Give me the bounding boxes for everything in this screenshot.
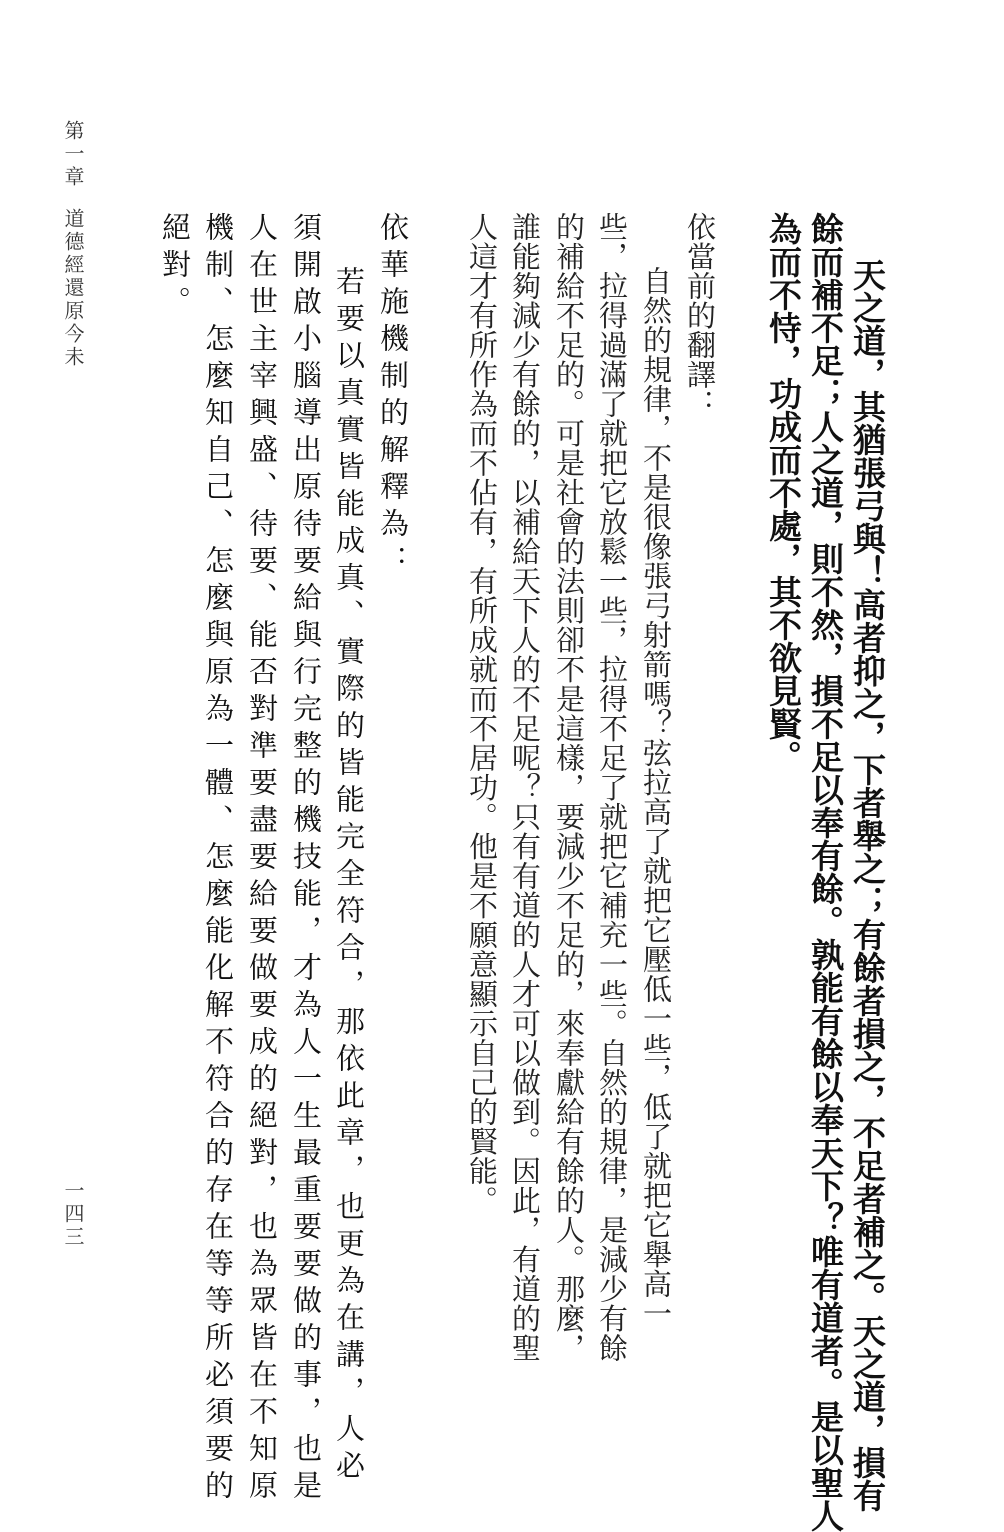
interpretation-line-4: 機制、怎麼知自己、怎麼與原為一體、怎麼能化解不符合的存在等等所必須要的 — [201, 212, 235, 1507]
interpretation-line-3: 人在世主宰興盛、待要、能否對準要盡要給要做要成的絕對，也為眾皆在不知原 — [245, 212, 279, 1507]
interpretation-heading: 依華施機制的解釋為： — [376, 212, 410, 582]
classic-text-line-3: 為而不恃，功成而不處，其不欲見賢。 — [764, 212, 803, 773]
page-number: 一四三 — [61, 1180, 85, 1249]
running-header-chapter: 第一章 — [61, 120, 85, 189]
translation-line-3: 的補給不足的。可是社會的法則卻不是這樣，要減少不足的，來奉獻給有餘的人。那麼， — [552, 212, 586, 1363]
translation-line-5: 人這才有所作為而不佔有，有所成就而不居功。他是不願意顯示自己的賢能。 — [465, 212, 499, 1215]
translation-line-1: 自然的規律，不是很像張弓射箭嗎？弦拉高了就把它壓低一些，低了就把它舉高一 — [639, 266, 673, 1328]
interpretation-line-5: 絕對。 — [158, 212, 192, 323]
classic-text-line-1: 天之道，其猶張弓與！高者抑之，下者舉之；有餘者損之，不足者補之。天之道，損有 — [848, 258, 887, 1512]
translation-line-2: 些，拉得過滿了就把它放鬆一些，拉得不足了就把它補充一些。自然的規律，是減少有餘 — [595, 212, 629, 1363]
interpretation-line-1: 若要以真實皆能成真、實際的皆能完全符合，那依此章，也更為在講，人必 — [332, 266, 366, 1487]
classic-text-line-2: 餘而補不足；人之道，則不然，損不足以奉有餘。孰能有餘以奉天下？唯有道者。是以聖人 — [806, 212, 845, 1532]
interpretation-line-2: 須開啟小腦導出原待要給與行完整的機技能，才為人一生最重要要做的事，也是 — [289, 212, 323, 1507]
translation-line-4: 誰能夠減少有餘的，以補給天下人的不足呢？只有有道的人才可以做到。因此，有道的聖 — [508, 212, 542, 1363]
translation-heading: 依當前的翻譯： — [683, 212, 717, 419]
running-header-book-title: 道德經還原今未 — [61, 208, 85, 369]
